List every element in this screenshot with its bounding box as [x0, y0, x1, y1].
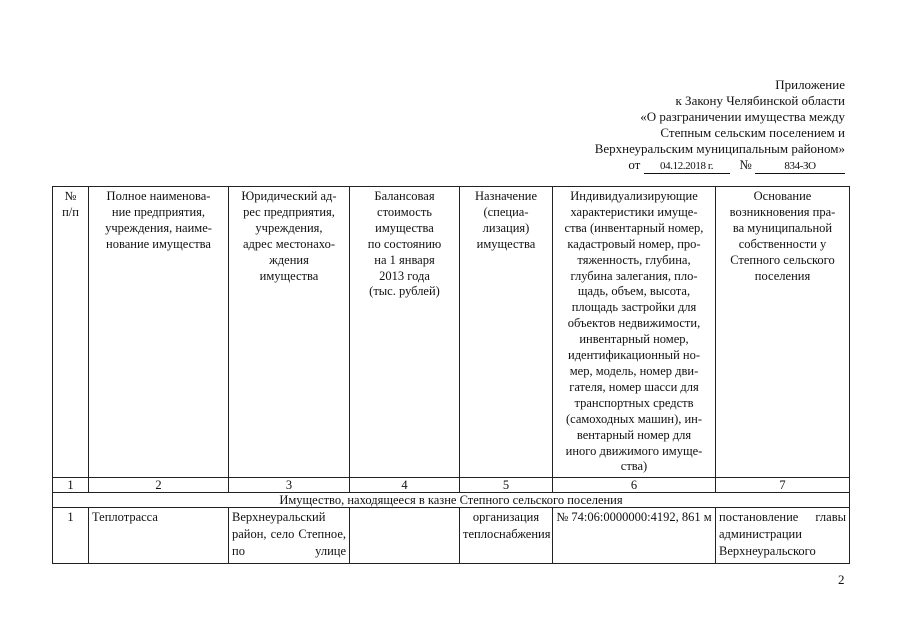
property-purpose: организация теплоснабжения [460, 508, 553, 564]
header-reference-line [445, 157, 845, 174]
document-header [445, 77, 845, 174]
number-prefix: № [739, 157, 752, 172]
section-title: Имущество, находящееся в казне Степного сельского поселения [53, 493, 850, 508]
column-header-row [53, 187, 850, 478]
column-number: 2 [89, 478, 229, 493]
date-value: 04.12.2018 г. [644, 160, 730, 174]
header-line-4: Степным сельским поселением и [660, 125, 845, 140]
column-number: 6 [553, 478, 716, 493]
column-header-name: Полное наименова- ние предприятия, учреждения, наиме- нование имущества [89, 187, 229, 478]
header-line-3: «О разграничении имущества между [640, 109, 845, 124]
header-line-1: Приложение [775, 77, 845, 92]
property-basis: постановление главы администрации Верхнеуральского [716, 508, 850, 564]
column-header-basis: Основание возникновения пра- ва муниципальной собственности у Степного сельского поселения [716, 187, 850, 478]
header-line-2: к Закону Челябинской области [675, 93, 845, 108]
page-number: 2 [838, 572, 845, 587]
number-value: 834-ЗО [755, 160, 845, 174]
column-number: 3 [229, 478, 350, 493]
column-header-balance: Балансовая стоимость имущества по состоянию на 1 января 2013 года (тыс. рублей) [350, 187, 460, 478]
date-prefix: от [628, 157, 641, 172]
column-number: 7 [716, 478, 850, 493]
column-header-address: Юридический ад- рес предприятия, учреждения, адрес местонахо- ждения имущества [229, 187, 350, 478]
column-number: 1 [53, 478, 89, 493]
column-header-purpose: Назначение (специа- лизация) имущества [460, 187, 553, 478]
column-number: 4 [350, 478, 460, 493]
property-balance [350, 508, 460, 564]
row-number: 1 [53, 508, 89, 564]
table-row [53, 508, 850, 564]
header-line-5: Верхнеуральским муниципальным районом» [594, 141, 845, 156]
column-header-characteristics: Индивидуализирующие характеристики имуще- ства (инвентарный номер, кадастровый номер, про- тяженность, глубина, глубина залегания, пло- щадь, объем, высота, площадь застройки для объектов недвижимости, инвентарный номер, идентификационный но- мер, модель, номер дви- гателя, номер шасси для транспортных средств (самоходных машин), ин- вентарный номер для иного движимого имуще- ства) [553, 187, 716, 478]
property-characteristics: № 74:06:0000000:4192, 861 м [553, 508, 716, 564]
section-row [53, 493, 850, 508]
column-number-row [53, 478, 850, 493]
property-name: Теплотрасса [89, 508, 229, 564]
column-header-number: № п/п [53, 187, 89, 478]
property-address: Верхнеуральский район, село Степное, по улице [229, 508, 350, 564]
property-table [52, 186, 850, 564]
column-number: 5 [460, 478, 553, 493]
